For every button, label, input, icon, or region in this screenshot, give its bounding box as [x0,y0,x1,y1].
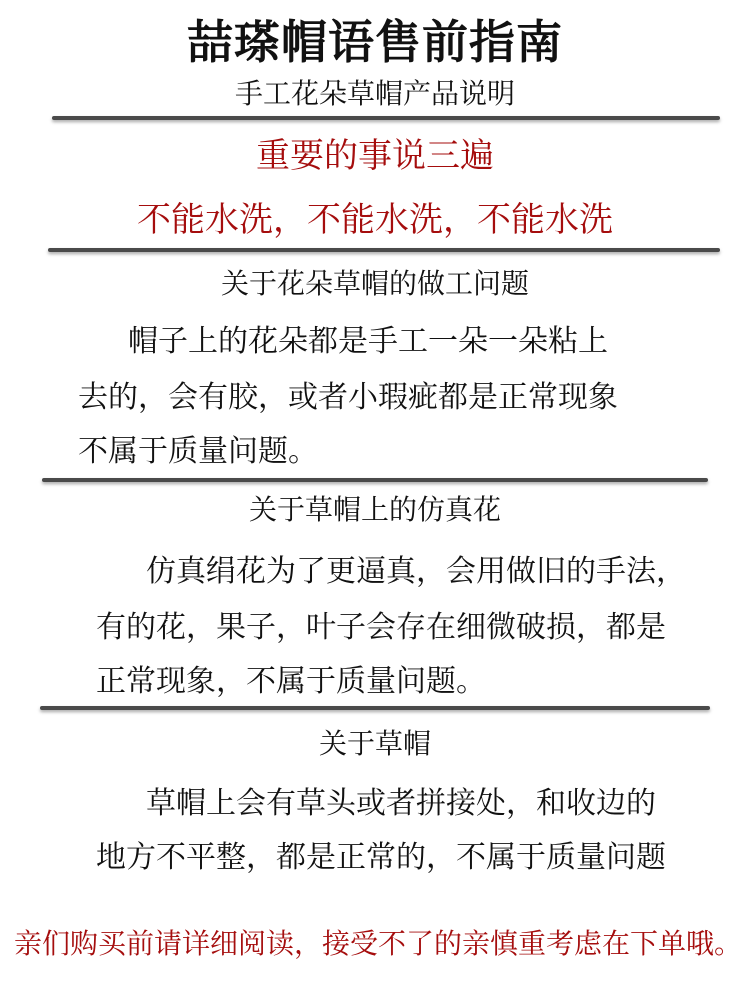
section-divider [52,116,720,120]
section-text-line: 地方不平整，都是正常的，不属于质量问题 [96,840,666,875]
section-text-line: 去的，会有胶，或者小瑕疵都是正常现象 [78,380,618,415]
page-title: 喆瑹帽语售前指南 [187,15,563,69]
no-wash-warning: 不能水洗，不能水洗，不能水洗 [137,200,613,240]
section-title-artificial-flowers: 关于草帽上的仿真花 [248,493,501,526]
page-subtitle: 手工花朵草帽产品说明 [234,77,515,110]
section-divider [48,248,720,252]
section-divider [40,706,710,710]
footer-notice: 亲们购买前请详细阅读，接受不了的亲慎重考虑在下单哦。 [14,927,743,960]
emphasis-heading: 重要的事说三遍 [256,136,494,176]
section-text-line: 有的花，果子，叶子会存在细微破损，都是 [96,610,666,645]
section-title-straw-hat: 关于草帽 [318,727,431,760]
section-text-line: 不属于质量问题。 [78,434,318,469]
section-text-line: 帽子上的花朵都是手工一朵一朵粘上 [128,324,608,359]
section-title-craftsmanship: 关于花朵草帽的做工问题 [220,267,529,300]
section-text-line: 仿真绢花为了更逼真，会用做旧的手法， [146,554,686,589]
section-text-line: 正常现象，不属于质量问题。 [96,664,486,699]
section-divider [42,478,708,482]
section-text-line: 草帽上会有草头或者拼接处，和收边的 [146,786,656,821]
